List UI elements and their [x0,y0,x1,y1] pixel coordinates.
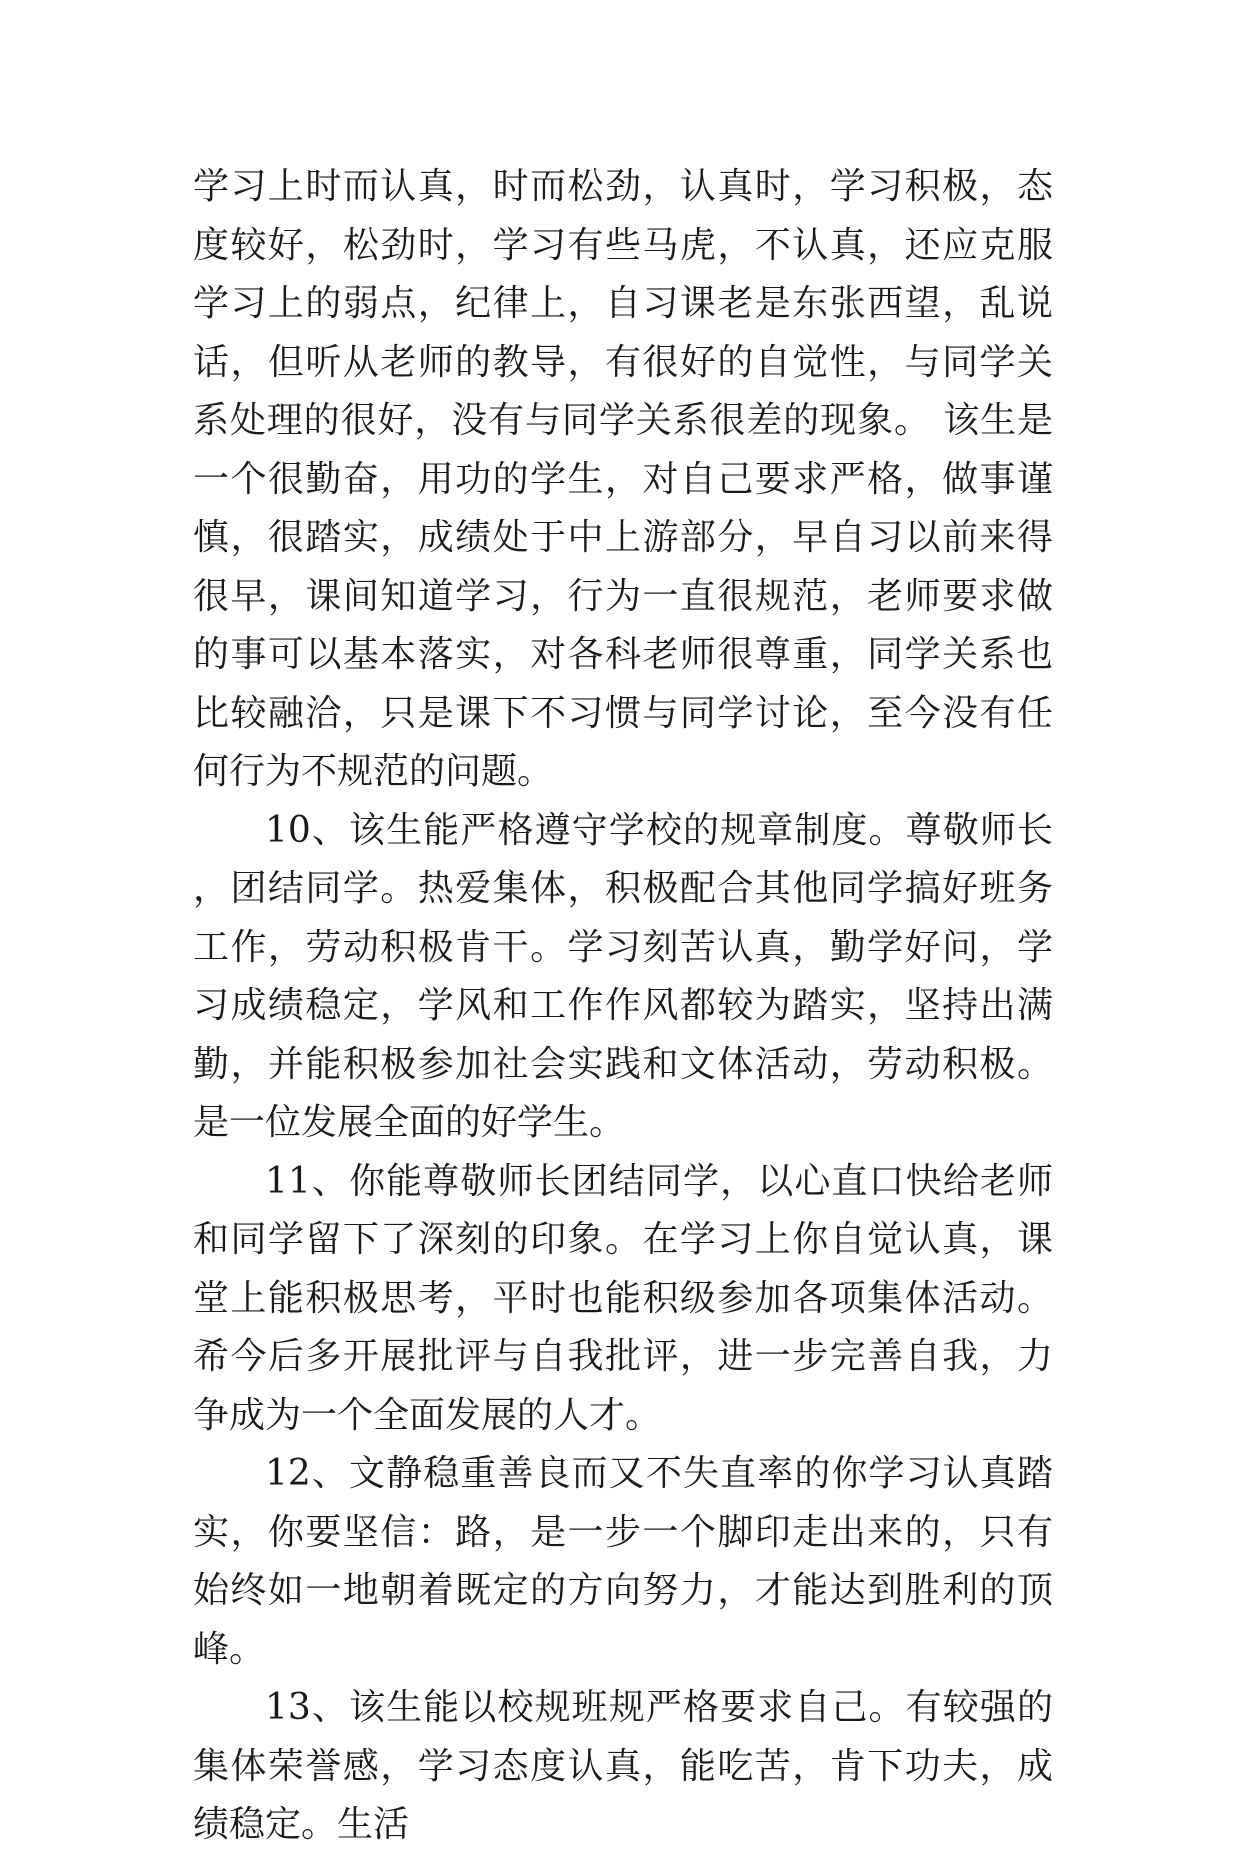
document-body [193,158,1053,1855]
paragraph-item-10: 10、该生能严格遵守学校的规章制度。尊敬师长，团结同学。热爱集体，积极配合其他同学搞好班务工作，劳动积极肯干。学习刻苦认真，勤学好问，学习成绩稳定，学风和工作作风都较为踏实，坚持出满勤，并能积极参加社会实践和文体活动，劳动积极。是一位发展全面的好学生。 [193,809,1053,1143]
paragraph-continuation: 学习上时而认真，时而松劲，认真时，学习积极，态度较好，松劲时，学习有些马虎，不认真，还应克服学习上的弱点，纪律上，自习课老是东张西望，乱说话，但听从老师的教导，有很好的自觉性，与同学关系处理的很好，没有与同学关系很差的现象。 该生是一个很勤奋，用功的学生，对自己要求严格，做事谨慎，很踏实，成绩处于中上游部分，早自习以前来得很早，课间知道学习，行为一直很规范，老师要求做的事可以基本落实，对各科老师很尊重，同学关系也比较融洽，只是课下不习惯与同学讨论，至今没有任何行为不规范的问题。 [193,166,1053,792]
paragraph-item-12: 12、文静稳重善良而又不失直率的你学习认真踏实，你要坚信：路，是一步一个脚印走出来的，只有始终如一地朝着既定的方向努力，才能达到胜利的顶峰。 [193,1453,1053,1670]
paragraph-item-11: 11、你能尊敬师长团结同学，以心直口快给老师和同学留下了深刻的印象。在学习上你自觉认真，课堂上能积极思考，平时也能积级参加各项集体活动。希今后多开展批评与自我批评，进一步完善自我，力争成为一个全面发展的人才。 [193,1160,1053,1436]
paragraph-item-13: 13、该生能以校规班规严格要求自己。有较强的集体荣誉感，学习态度认真，能吃苦，肯下功夫，成绩稳定。生活 [193,1687,1053,1845]
